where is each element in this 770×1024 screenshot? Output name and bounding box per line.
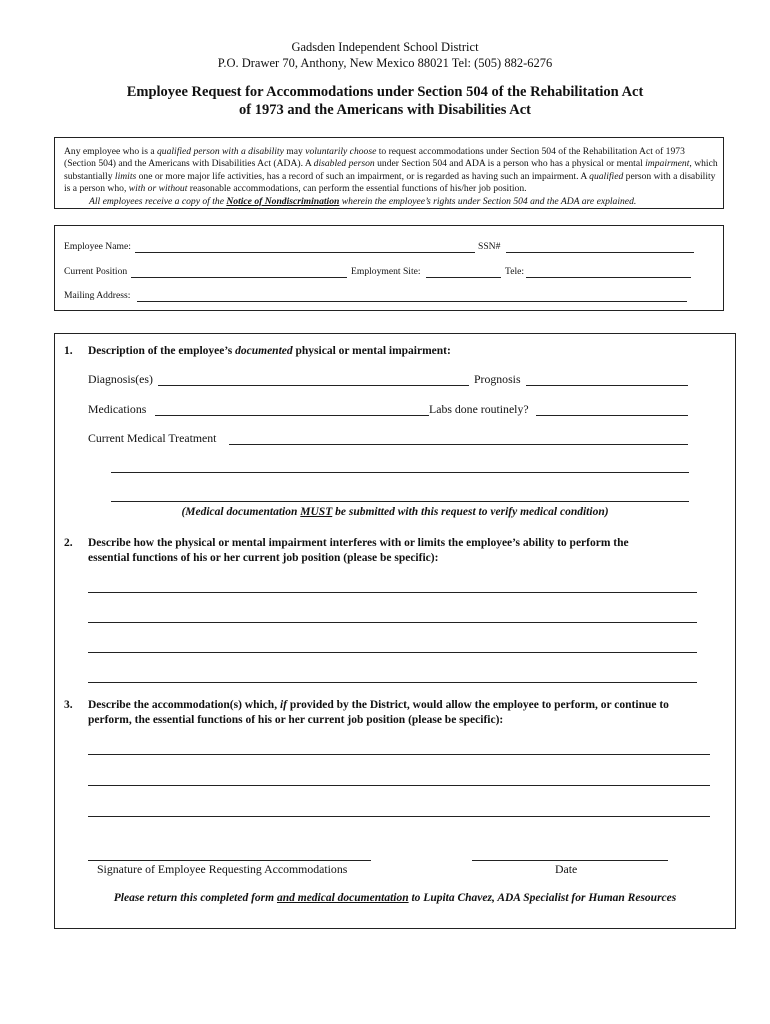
current-medical-treatment-label: Current Medical Treatment	[88, 431, 217, 445]
section2-answer-line[interactable]	[88, 592, 697, 593]
medications-label: Medications	[88, 402, 147, 416]
question-text-part: provided by the District, would allow the employee to perform, or continue to	[287, 699, 669, 711]
section2-answer-line[interactable]	[88, 622, 697, 623]
section2-number: 2.	[64, 537, 73, 549]
employee-name-label: Employee Name:	[64, 241, 131, 252]
current-position-field[interactable]	[131, 277, 347, 278]
treatment-line[interactable]	[111, 472, 689, 473]
district-address: P.O. Drawer 70, Anthony, New Mexico 88021 Tel: (505) 882-6276	[217, 56, 553, 70]
employment-site-label: Employment Site:	[351, 266, 421, 277]
labs-done-field[interactable]	[536, 415, 688, 416]
section2-answer-line[interactable]	[88, 682, 697, 683]
nondiscrimination-note	[64, 196, 719, 208]
district-name: Gadsden Independent School District	[291, 40, 479, 54]
current-medical-treatment-field[interactable]	[229, 444, 688, 445]
section3-question-line2: perform, the essential functions of his or her current job position (please be specific):	[88, 714, 504, 726]
section3-answer-line[interactable]	[88, 754, 710, 755]
footer-emphasis: and medical documentation	[276, 892, 409, 904]
intro-emphasis: limits	[114, 170, 137, 182]
current-position-label: Current Position	[64, 266, 128, 277]
question-text-part: Description of the employee’s	[88, 345, 236, 357]
section1-number: 1.	[64, 345, 73, 357]
intro-emphasis: with or without	[128, 183, 188, 195]
section3-answer-line[interactable]	[88, 816, 710, 817]
question-text-part: Describe the accommodation(s) which,	[88, 699, 280, 711]
note-text-part: (Medical documentation	[181, 506, 301, 518]
mailing-address-field[interactable]	[137, 301, 687, 302]
footer-text-part: Please return this completed form	[113, 892, 277, 904]
intro-text-part: All employees receive a copy of the	[89, 195, 227, 207]
intro-text-part: wherein the employee’s rights under Section 504 and the ADA are explained.	[339, 195, 637, 207]
ssn-field[interactable]	[506, 252, 694, 253]
signature-label: Signature of Employee Requesting Accommodations	[97, 862, 348, 876]
signature-field[interactable]	[88, 860, 371, 861]
intro-text-part: may	[283, 146, 306, 157]
diagnosis-field[interactable]	[158, 385, 469, 386]
intro-paragraph	[64, 146, 719, 196]
section3-answer-line[interactable]	[88, 785, 710, 786]
form-title-line1: Employee Request for Accommodations under Section 504 of the Rehabilitation Act	[126, 84, 644, 100]
intro-box	[54, 137, 724, 209]
intro-emphasis: qualified person with a disability	[157, 146, 284, 157]
note-text-part: be submitted with this request to verify medical condition)	[332, 506, 609, 518]
footer-text-part: to Lupita Chavez, ADA Specialist for Human Resources	[408, 892, 677, 904]
intro-text-part: , which substantially	[64, 158, 718, 182]
intro-text-part: Any employee who is a	[64, 146, 157, 157]
form-title-line2: of 1973 and the Americans with Disabilities Act	[238, 102, 531, 118]
date-field[interactable]	[472, 860, 668, 861]
treatment-line[interactable]	[111, 501, 689, 502]
intro-text-part: person with a disability is a person who,	[64, 170, 716, 195]
intro-text-part: under Section 504 and ADA is a person who has a physical or mental	[374, 158, 646, 170]
ssn-label: SSN#	[478, 241, 501, 252]
mailing-address-label: Mailing Address:	[64, 290, 131, 301]
prognosis-label: Prognosis	[474, 372, 521, 386]
intro-emphasis: voluntarily choose	[305, 146, 377, 157]
section2-question-line1: Describe how the physical or mental impairment interferes with or limits the employee’s ability to perform the	[88, 537, 629, 549]
employment-site-field[interactable]	[426, 277, 501, 278]
section2-answer-line[interactable]	[88, 652, 697, 653]
intro-text-part: reasonable accommodations, can perform the essential functions of his/her job position.	[187, 183, 527, 195]
tele-field[interactable]	[526, 277, 691, 278]
section1-question	[88, 344, 728, 359]
employee-name-field[interactable]	[135, 252, 475, 253]
question-text-part: physical or mental impairment:	[292, 345, 451, 357]
intro-emphasis: impairment	[645, 158, 690, 170]
intro-emphasis: qualified	[589, 170, 624, 182]
section3-question-line1	[88, 698, 733, 713]
medications-field[interactable]	[155, 415, 429, 416]
employee-info-box	[54, 225, 724, 311]
tele-label: Tele:	[505, 266, 525, 277]
diagnosis-label: Diagnosis(es)	[88, 372, 153, 386]
questions-box	[54, 333, 736, 929]
intro-text-part: one or more major life activities, has a record of such an impairment, or is regarded as having such an impairment. A	[136, 170, 590, 182]
medical-documentation-note	[55, 505, 735, 520]
intro-text-part: to request accommodations under Section 504 of the Rehabilitation Act of 1973 (Section 504) and the Americans with Disabilities Act (ADA). A	[64, 146, 685, 170]
prognosis-field[interactable]	[526, 385, 688, 386]
question-emphasis: documented	[235, 345, 293, 357]
intro-emphasis: disabled person	[313, 158, 375, 170]
intro-text	[64, 146, 719, 208]
return-instructions	[55, 891, 735, 906]
notice-of-nondiscrimination-link: Notice of Nondiscrimination	[226, 195, 340, 207]
labs-done-label: Labs done routinely?	[429, 402, 529, 416]
section2-question-line2: essential functions of his or her current job position (please be specific):	[88, 552, 439, 564]
date-label: Date	[555, 862, 578, 876]
question-emphasis: if	[279, 699, 287, 711]
section3-number: 3.	[64, 699, 73, 711]
note-emphasis: MUST	[300, 506, 333, 518]
